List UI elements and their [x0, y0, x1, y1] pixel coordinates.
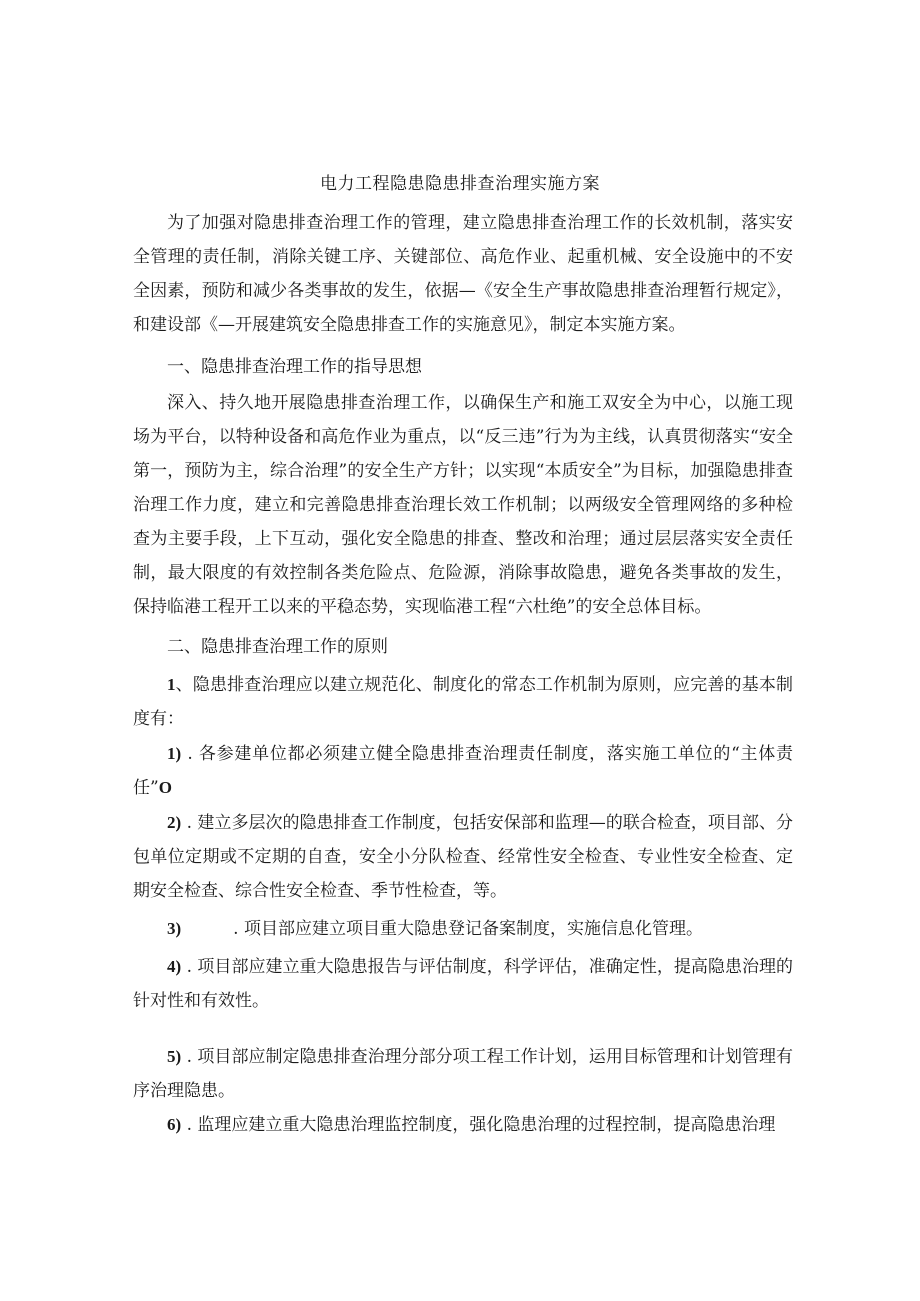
intro-paragraph: 为了加强对隐患排查治理工作的管理，建立隐患排查治理工作的长效机制，落实安全管理的责任制，消除关键工序、关键部位、高危作业、起重机械、安全设施中的不安全因素，预防和减少各类事故的发生，依据—《安全生产事故隐患排查治理暂行规定》，和建设部《—开展建筑安全隐患排查工作的实施意见》，制定本实施方案。 [133, 213, 793, 335]
list-item-1-tail: O [158, 778, 172, 797]
principle-1-text: 、隐患排查治理应以建立规范化、制度化的常态工作机制为原则，应完善的基本制度有： [133, 675, 793, 729]
list-item-5 [133, 1040, 793, 1108]
list-item-4 [133, 950, 793, 1018]
list-item-6 [133, 1108, 793, 1142]
list-item-2-number: 2) [167, 813, 182, 832]
list-item-3-text: . 项目部应建立项目重大隐患登记备案制度，实施信息化管理。 [233, 919, 703, 939]
document-title: 电力工程隐患隐患排查治理实施方案 [320, 174, 600, 194]
list-item-6-text: . 监理应建立重大隐患治理监控制度，强化隐患治理的过程控制，提高隐患治理 [186, 1115, 776, 1135]
list-item-2 [133, 806, 793, 908]
list-item-5-number: 5) [167, 1047, 182, 1066]
list-item-6-number: 6) [167, 1115, 182, 1134]
list-item-1 [133, 737, 793, 805]
list-item-1-text: . 各参建单位都必须建立健全隐患排查治理责任制度，落实施工单位的“主体责任” [133, 744, 794, 798]
principle-1 [133, 668, 793, 736]
list-item-1-number: 1) [167, 744, 182, 763]
list-item-5-text: . 项目部应制定隐患排查治理分部分项工程工作计划，运用目标管理和计划管理有序治理隐患。 [133, 1047, 793, 1101]
list-item-2-text: . 建立多层次的隐患排查工作制度，包括安保部和监理—的联合检查，项目部、分包单位定期或不定期的自查，安全小分队检查、经常性安全检查、专业性安全检查、定期安全检查、综合性安全检查、季节性检查，等。 [133, 813, 793, 901]
list-item-4-text: . 项目部应建立重大隐患报告与评估制度，科学评估，准确定性，提高隐患治理的针对性和有效性。 [133, 957, 793, 1011]
list-item-3-number: 3) [167, 919, 182, 938]
section-2-heading: 二、隐患排查治理工作的原则 [167, 637, 388, 657]
section-1-body: 深入、持久地开展隐患排查治理工作，以确保生产和施工双安全为中心，以施工现场为平台，以特种设备和高危作业为重点，以“反三违”行为为主线，认真贯彻落实“安全第一，预防为主，综合治理”的安全生产方针；以实现“本质安全”为目标，加强隐患排查治理工作力度，建立和完善隐患排查治理长效工作机制；以两级安全管理网络的多种检查为主要手段，上下互动，强化安全隐患的排查、整改和治理；通过层层落实安全责任制，最大限度的有效控制各类危险点、危险源，消除事故隐患，避免各类事故的发生，保持临港工程开工以来的平稳态势，实现临港工程“六杜绝”的安全总体目标。 [133, 393, 793, 617]
principle-1-number: 1 [167, 675, 176, 694]
section-1-heading: 一、隐患排查治理工作的指导思想 [167, 357, 422, 377]
list-item-4-number: 4) [167, 957, 182, 976]
list-item-3 [133, 912, 793, 946]
